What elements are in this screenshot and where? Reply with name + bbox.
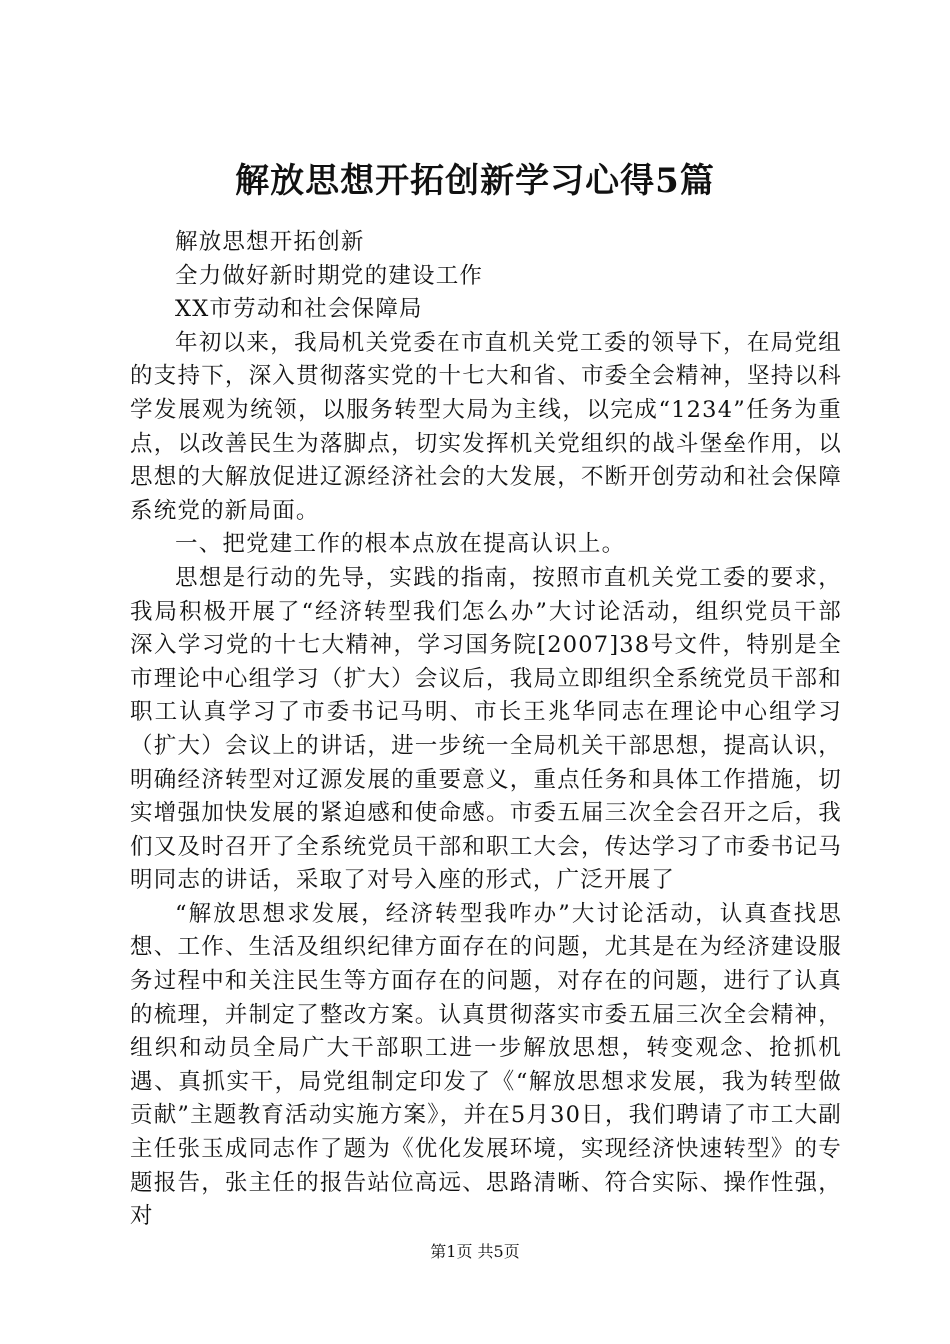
subtitle-line-1: 解放思想开拓创新 <box>175 229 365 255</box>
author-organization: XX市劳动和社会保障局 <box>175 296 423 323</box>
document-title: 解放思想开拓创新学习心得5篇 <box>235 161 715 201</box>
section-heading: 一、把党建工作的根本点放在提高认识上。 <box>175 531 626 558</box>
body-paragraph: 年初以来，我局机关党委在市直机关党工委的领导下，在局党组的支持下，深入贯彻落实党的十七大和省、市委全会精神，坚持以科学发展观为统领，以服务转型大局为主线，以完成“1234”任务为重点，以改善民生为落脚点，切实发挥机关党组织的战斗堡垒作用，以思想的大解放促进辽源经济社会的大发展，不断开创劳动和社会保障系统党的新局面。 <box>130 329 842 524</box>
body-paragraph: “解放思想求发展，经济转型我咋办”大讨论活动，认真查找思想、工作、生活及组织纪律方面存在的问题，尤其是在为经济建设服务过程中和关注民生等方面存在的问题，对存在的问题，进行了认真的梳理，并制定了整改方案。认真贯彻落实市委五届三次全会精神，组织和动员全局广大干部职工进一步解放思想，转变观念、抢抓机遇、真抓实干，局党组制定印发了《“解放思想求发展，我为转型做贡献”主题教育活动实施方案》，并在5月30日，我们聘请了市工大副主任张玉成同志作了题为《优化发展环境，实现经济快速转型》的专题报告，张主任的报告站位高远、思路清晰、符合实际、操作性强，对 <box>130 900 842 1230</box>
document-body <box>130 226 842 1234</box>
body-paragraph: 思想是行动的先导，实践的指南，按照市直机关党工委的要求，我局积极开展了“经济转型我们怎么办”大讨论活动，组织党员干部深入学习党的十七大精神，学习国务院[2007]38号文件，特别是全市理论中心组学习（扩大）会议后，我局立即组织全系统党员干部和职工认真学习了市委书记马明、市长王兆华同志在理论中心组学习（扩大）会议上的讲话，进一步统一全局机关干部思想，提高认识，明确经济转型对辽源发展的重要意义，重点任务和具体工作措施，切实增强加快发展的紧迫感和使命感。市委五届三次全会召开之后，我们又及时召开了全系统党员干部和职工大会，传达学习了市委书记马明同志的讲话，采取了对号入座的形式，广泛开展了 <box>130 564 842 894</box>
page-number-footer: 第1页 共5页 <box>430 1242 520 1261</box>
subtitle-line-2: 全力做好新时期党的建设工作 <box>175 262 484 289</box>
